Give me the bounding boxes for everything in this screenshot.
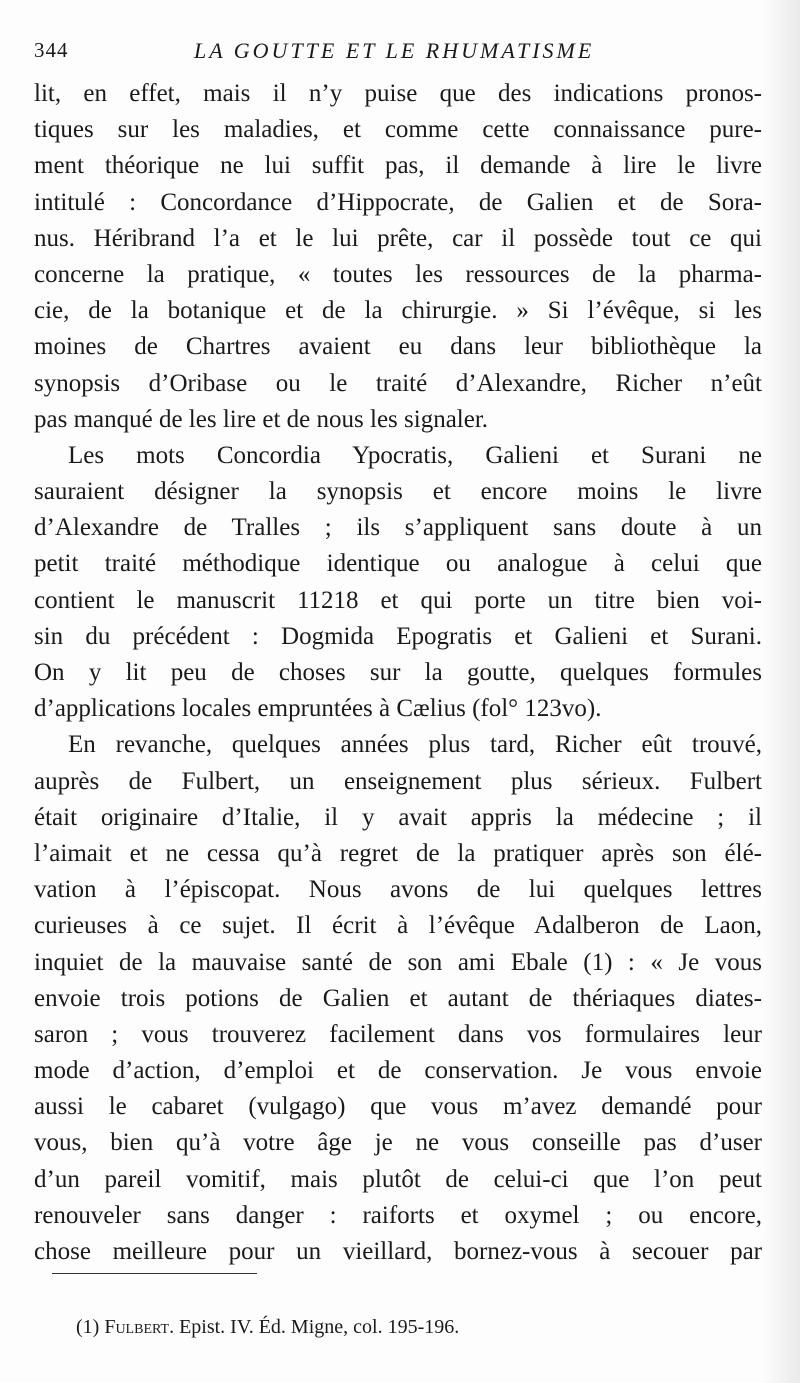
- text-line: sauraient désigner la synopsis et encore moins le livre: [34, 478, 762, 506]
- text-line: envoie trois potions de Galien et autant de thériaques diates-: [34, 984, 762, 1012]
- text-line: d’un pareil vomitif, mais plutôt de celui-ci que l’on peut: [34, 1165, 762, 1193]
- text-line: sin du précédent : Dogmida Epogratis et Galieni et Surani.: [34, 622, 762, 650]
- footnote: [76, 1316, 459, 1339]
- text-line: curieuses à ce sujet. Il écrit à l’évêque Adalberon de Laon,: [34, 912, 762, 940]
- footnote-text: . Epist. IV. Éd. Migne, col. 195-196.: [169, 1316, 460, 1338]
- text-line: inquiet de la mauvaise santé de son ami Ebale (1) : « Je vous: [34, 948, 762, 976]
- text-line: vation à l’épiscopat. Nous avons de lui quelques lettres: [34, 876, 762, 904]
- text-line: On y lit peu de choses sur la goutte, quelques formules: [34, 659, 762, 686]
- footnote-author: Fulbert: [104, 1316, 170, 1338]
- page-edge-shadow: [762, 0, 800, 1383]
- text-line: En revanche, quelques années plus tard, Richer eût trouvé,: [68, 731, 762, 759]
- text-line: d’Alexandre de Tralles ; ils s’appliquent sans doute à un: [34, 514, 762, 542]
- text-line: intitulé : Concordance d’Hippocrate, de Galien et de Sora-: [34, 188, 762, 216]
- text-line: cie, de la botanique et de la chirurgie. » Si l’évêque, si les: [34, 297, 762, 325]
- text-line: moines de Chartres avaient eu dans leur bibliothèque la: [34, 333, 762, 361]
- text-line: mode d’action, d’emploi et de conservation. Je vous envoie: [34, 1057, 762, 1085]
- running-head: [34, 38, 774, 68]
- text-line: était originaire d’Italie, il y avait appris la médecine ; il: [34, 803, 762, 831]
- text-line: renouveler sans danger : raiforts et oxymel ; ou encore,: [34, 1201, 762, 1229]
- text-line: tiques sur les maladies, et comme cette connaissance pure-: [34, 116, 762, 144]
- text-line: pas manqué de les lire et de nous les signaler.: [34, 405, 489, 433]
- text-line: d’applications locales empruntées à Cælius (fol° 123vo).: [34, 695, 602, 723]
- text-line: synopsis d’Oribase ou le traité d’Alexandre, Richer n’eût: [34, 369, 762, 397]
- text-line: vous, bien qu’à votre âge je ne vous conseille pas d’user: [34, 1129, 762, 1157]
- page-number: 344: [34, 38, 69, 62]
- text-line: concerne la pratique, « toutes les ressources de la pharma-: [34, 260, 762, 288]
- text-line: contient le manuscrit 11218 et qui porte un titre bien voi-: [34, 586, 762, 614]
- footnote-marker: (1): [76, 1316, 100, 1338]
- text-line: l’aimait et ne cessa qu’à regret de la pratiquer après son élé-: [34, 839, 762, 867]
- running-title: LA GOUTTE ET LE RHUMATISME: [194, 38, 595, 63]
- text-line: ment théorique ne lui suffit pas, il demande à lire le livre: [34, 152, 762, 180]
- text-line: lit, en effet, mais il n’y puise que des indications pronos-: [34, 80, 762, 107]
- text-line: Les mots Concordia Ypocratis, Galieni et Surani ne: [68, 441, 762, 469]
- footnote-rule: [52, 1273, 257, 1274]
- text-line: aussi le cabaret (vulgago) que vous m’avez demandé pour: [34, 1093, 762, 1121]
- body-text: [34, 76, 762, 1270]
- text-line: nus. Héribrand l’a et le lui prête, car il possède tout ce qui: [34, 224, 762, 252]
- text-line: auprès de Fulbert, un enseignement plus sérieux. Fulbert: [34, 767, 762, 795]
- text-line: saron ; vous trouverez facilement dans vos formulaires leur: [34, 1020, 762, 1048]
- text-line: petit traité méthodique identique ou analogue à celui que: [34, 550, 762, 578]
- text-line: chose meilleure pour un vieillard, bornez-vous à secouer par: [34, 1238, 762, 1265]
